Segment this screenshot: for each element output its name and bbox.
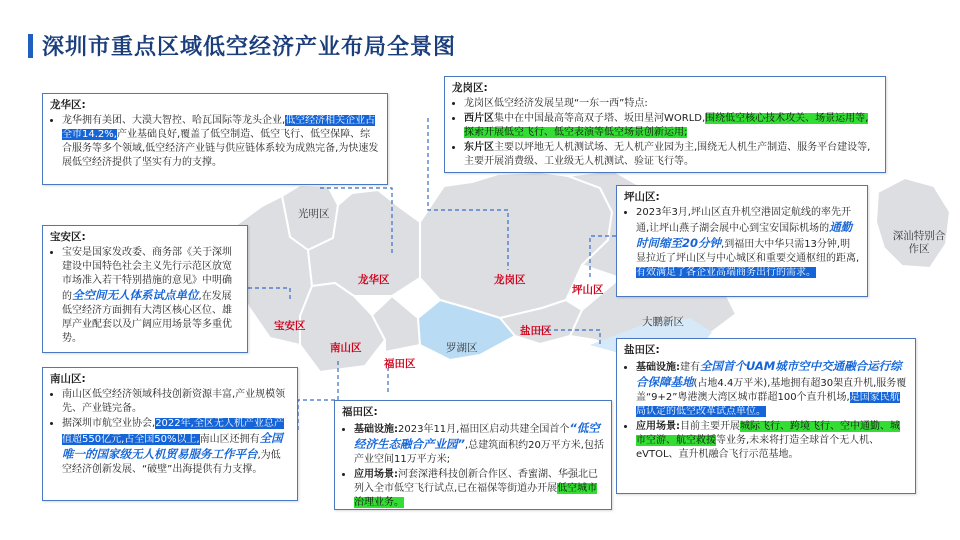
nanshan-item2-text-3: ,为低空经济创新发展、“破壁”出海提供有力支撑。 <box>62 450 281 475</box>
futian-header: 福田区: <box>342 406 378 418</box>
longgang-header: 龙岗区: <box>452 82 488 94</box>
futian-item-2 <box>354 468 604 510</box>
baoan-item <box>62 246 240 346</box>
page-title: 深圳市重点区域低空经济产业布局全景图 <box>42 35 457 60</box>
longgang-item-1: • 龙岗区低空经济发展呈现“一东一西”特点: <box>464 97 878 111</box>
nanshan-item2-text-1: 据深圳市航空业协会, <box>62 418 156 429</box>
label-luohu: 罗湖区 <box>446 342 478 354</box>
pingshan-text-2: ,到福田大中华只需13分钟,明显拉近了坪山区与中心城区和重要交通枢纽的距离, <box>636 239 860 264</box>
yantian-item1-text-1: 建有 <box>680 362 700 373</box>
yantian-item2-text-2: 等业务,未来将打造全球首个无人机、eVTOL、直升机融合飞行示范基地。 <box>636 435 880 460</box>
label-futian: 福田区 <box>384 358 416 370</box>
longhua-header: 龙华区: <box>50 99 86 111</box>
yantian-item2-label: 应用场景: <box>636 421 680 432</box>
futian-highlight: 低空城市治理业务。 <box>354 483 598 508</box>
futian-item2-label: 应用场景: <box>354 469 398 480</box>
futian-emphasis: “低空经济生态融合产业园” <box>354 421 600 451</box>
nanshan-emphasis: 全国唯一的国家级无人机贸易服务工作平台 <box>62 431 283 461</box>
label-longhua: 龙华区 <box>358 274 390 286</box>
longgang-item-3 <box>464 141 878 169</box>
nanshan-item2-text-2: 南山区还拥有 <box>199 434 260 445</box>
longgang-info-box <box>444 76 886 173</box>
longgang-item2-label: 西片区 <box>464 113 494 124</box>
yantian-item2-text-1: 目前主要开展 <box>680 421 740 432</box>
baoan-text-1: 宝安是国家发改委、商务部《关于深圳建设中国特色社会主义先行示范区放宽市场准入若干特别措施的意见》中明确的 <box>62 247 232 302</box>
longhua-item <box>62 114 380 170</box>
yantian-item1-label: 基础设施: <box>636 362 680 373</box>
baoan-emphasis: 全空间无人体系试点单位 <box>72 288 199 302</box>
longgang-highlight: 围绕低空核心技术攻关、场景运用等,探索开展低空飞行、低空表演等低空场景创新运用; <box>464 113 869 138</box>
yantian-header: 盐田区: <box>624 344 660 356</box>
futian-item1-label: 基础设施: <box>354 424 398 435</box>
baoan-header: 宝安区: <box>50 231 86 243</box>
pingshan-highlight: 有效满足了各企业高端商务出行的需求。 <box>636 267 816 278</box>
label-yantian: 盐田区 <box>520 325 552 337</box>
longgang-item3-text: 主要以坪地无人机测试场、无人机产业园为主,围绕无人机生产制造、服务平台建设等,主要开展消费级、工业级无人机测试、验证飞行等。 <box>464 142 871 167</box>
label-shenshan: 深汕特别合作区 <box>892 230 946 255</box>
yantian-highlight-blue: 是国家民航局认定的低空改革试点单位。 <box>636 392 900 417</box>
nanshan-info-box <box>42 367 298 501</box>
futian-info-box <box>334 400 612 510</box>
longhua-highlight: 低空经济相关企业占全市14.2%, <box>62 115 376 140</box>
nanshan-header: 南山区: <box>50 373 86 385</box>
label-baoan: 宝安区 <box>274 320 306 332</box>
pingshan-header: 坪山区: <box>624 191 660 203</box>
pingshan-info-box <box>616 185 868 297</box>
yantian-info-box <box>616 338 916 494</box>
futian-item2-text-1: 河套深港科技创新合作区、香蜜湖、华强北已列入全市低空飞行试点,已在福保等街道办开展 <box>354 469 598 494</box>
futian-item-1 <box>354 421 604 467</box>
yantian-item-1 <box>636 359 908 419</box>
longhua-info-box <box>42 93 388 185</box>
longgang-item3-label: 东片区 <box>464 142 494 153</box>
label-nanshan: 南山区 <box>330 342 362 354</box>
longhua-text-1: 龙华拥有美团、大漠大智控、哈瓦国际等龙头企业, <box>62 115 286 126</box>
baoan-text-2: ,在发展低空经济方面拥有大湾区核心区位、雄厚产业配套以及广阔应用场景等多重优势。 <box>62 291 232 344</box>
pingshan-text-1: 2023年3月,坪山区直升机空港固定航线的率先开通,让坪山燕子湖会展中心到宝安国际机场的 <box>636 207 851 234</box>
yantian-item-2 <box>636 420 908 462</box>
baoan-info-box <box>42 225 248 353</box>
nanshan-item-1: • 南山区低空经济领域科技创新资源丰富,产业规模领先、产业链完备。 <box>62 388 290 416</box>
nanshan-highlight: 2022年,全区无人机产业总产值超550亿元,占全国50%以上, <box>62 418 284 445</box>
futian-item1-text-2: ,总建筑面积约20万平方米,包括产业空间11万平方米; <box>354 440 604 465</box>
pingshan-item <box>636 206 860 280</box>
label-guangming: 光明区 <box>298 208 330 220</box>
longgang-item-2 <box>464 112 878 140</box>
nanshan-item-2 <box>62 417 290 477</box>
longhua-text-2: 产业基础良好,覆盖了低空制造、低空飞行、低空保障、综合服务等多个领域,低空经济产业链与供应链体系较为成熟完备,为快速发展低空经济提供了坚实有力的支撑。 <box>62 129 379 168</box>
label-pingshan: 坪山区 <box>572 284 604 296</box>
label-longgang: 龙岗区 <box>494 274 526 286</box>
pingshan-emphasis: 通勤时间缩至20分钟 <box>636 220 853 250</box>
yantian-item1-text-2: (占地4.4万平米),基地拥有超30架直升机,服务覆盖“9+2”粤港澳大湾区城市群超100个直升机场, <box>636 378 907 403</box>
futian-item1-text-1: 2023年11月,福田区启动共建全国首个 <box>398 424 570 435</box>
longgang-item2-text: 集中在中国最高等高双子塔、坂田星河WORLD, <box>494 113 706 124</box>
label-dapeng: 大鹏新区 <box>642 316 684 328</box>
yantian-highlight-green: 城际飞行、跨境飞行、空中通勤、城市空游、航空救援 <box>636 421 900 446</box>
yantian-emphasis: 全国首个UAM城市空中交通融合运行综合保障基地 <box>636 359 902 389</box>
